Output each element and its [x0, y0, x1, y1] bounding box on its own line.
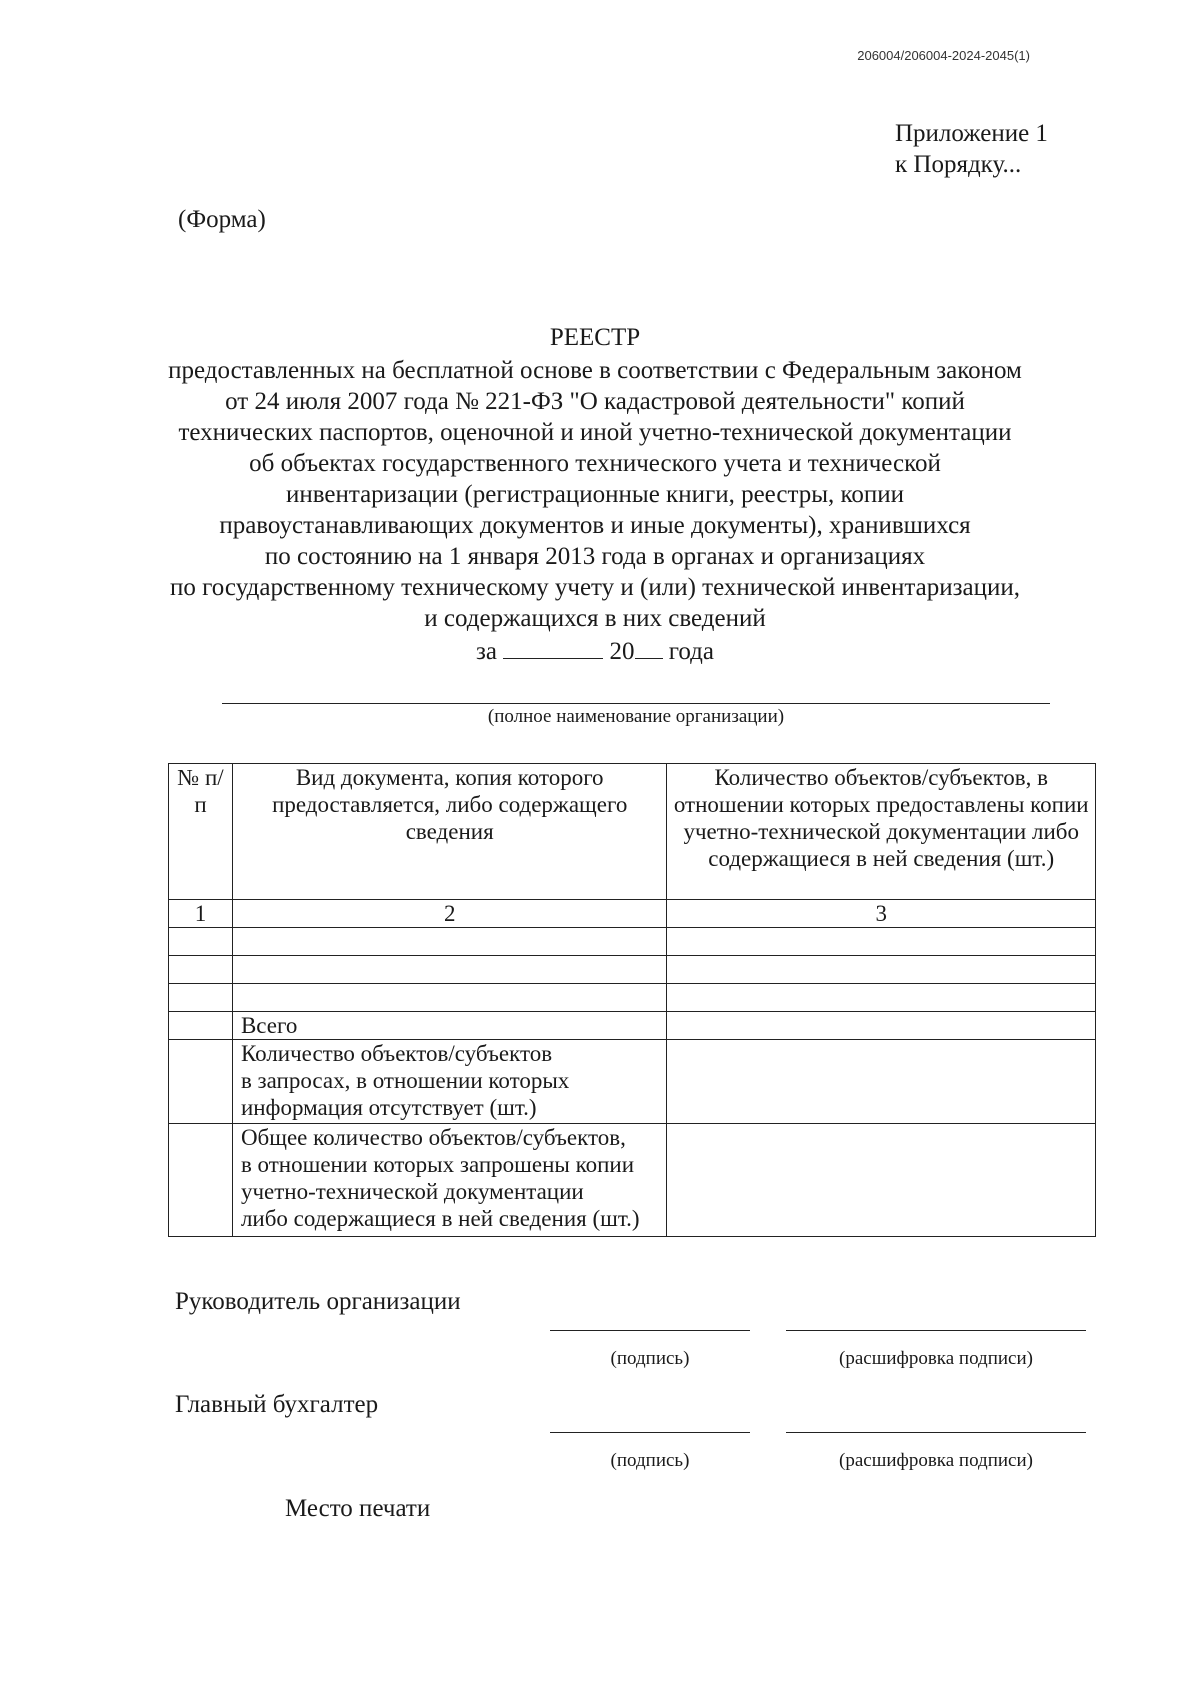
- head-decoding-caption: (расшифровка подписи): [839, 1348, 1033, 1369]
- title-line-7: по состоянию на 1 января 2013 года в органах и организациях: [264, 543, 926, 570]
- absent-info-line-3: информация отсутствует (шт.): [240, 1095, 537, 1120]
- table-cell[interactable]: [667, 984, 1096, 1012]
- accountant-signature-line[interactable]: [550, 1432, 750, 1433]
- register-title-block: [150, 322, 1040, 667]
- head-signature-caption: (подпись): [610, 1348, 690, 1369]
- total-row: [169, 1012, 1096, 1040]
- organization-caption: (полное наименование организации): [487, 706, 785, 727]
- title-line-8: по государственному техническому учету и (или) технической инвентаризации,: [170, 574, 1020, 601]
- column-number-1: 1: [169, 900, 233, 928]
- accountant-decoding-caption: (расшифровка подписи): [839, 1450, 1033, 1471]
- absent-info-line-2: в запросах, в отношении которых: [240, 1068, 570, 1093]
- period-za: за: [476, 638, 497, 665]
- title-line-1: предоставленных на бесплатной основе в соответствии с Федеральным законом: [168, 357, 1022, 384]
- title-line-4: об объектах государственного технического учета и технической: [249, 450, 941, 477]
- overall-count-value-cell[interactable]: [667, 1124, 1096, 1237]
- table-row: [169, 984, 1096, 1012]
- appendix-line-1: Приложение 1: [895, 120, 1048, 147]
- period-year-prefix: 20: [609, 638, 635, 665]
- table-cell[interactable]: [169, 956, 233, 984]
- title-line-9: и содержащихся в них сведений: [424, 605, 766, 632]
- period-line: [150, 634, 1040, 667]
- header-objects-count: Количество объектов/субъектов, в отношении которых предоставлены копии учетно-технической документации либо содержащиеся в ней сведения (шт.): [667, 764, 1096, 900]
- overall-count-row: [169, 1124, 1096, 1237]
- period-blank-field[interactable]: [503, 634, 603, 659]
- title-line-5: инвентаризации (регистрационные книги, реестры, копии: [285, 481, 905, 508]
- table-cell[interactable]: [232, 956, 667, 984]
- stamp-place-label: Место печати: [285, 1495, 431, 1522]
- overall-count-line-2: в отношении которых запрошены копии: [240, 1152, 635, 1177]
- table-cell: [169, 1040, 233, 1124]
- overall-count-line-1: Общее количество объектов/субъектов,: [240, 1125, 626, 1150]
- title-line-3: технических паспортов, оценочной и иной учетно-технической документации: [178, 419, 1012, 446]
- table-cell[interactable]: [667, 956, 1096, 984]
- chief-accountant-label: Главный бухгалтер: [175, 1391, 379, 1418]
- table-cell: [169, 1012, 233, 1040]
- column-number-3: 3: [667, 900, 1096, 928]
- table-row: [169, 956, 1096, 984]
- column-number-2: 2: [232, 900, 667, 928]
- total-label: Всего: [232, 1012, 667, 1040]
- accountant-signature-caption: (подпись): [610, 1450, 690, 1471]
- appendix-reference: [895, 118, 1048, 180]
- head-signature-line[interactable]: [550, 1330, 750, 1331]
- title-line-2: от 24 июля 2007 года № 221-ФЗ "О кадастровой деятельности" копий: [225, 388, 965, 415]
- table-row: [169, 928, 1096, 956]
- absent-info-value-cell[interactable]: [667, 1040, 1096, 1124]
- absent-info-line-1: Количество объектов/субъектов: [240, 1041, 553, 1066]
- column-numbers-row: [169, 900, 1096, 928]
- head-decoding-line[interactable]: [786, 1330, 1086, 1331]
- table-cell[interactable]: [232, 984, 667, 1012]
- year-blank-field[interactable]: [635, 634, 663, 659]
- header-number: № п/п: [169, 764, 233, 900]
- overall-count-label: [232, 1124, 667, 1237]
- absent-info-label: [232, 1040, 667, 1124]
- table-header-row: [169, 764, 1096, 900]
- organization-name-line[interactable]: [222, 703, 1050, 704]
- head-of-organization-label: Руководитель организации: [175, 1288, 461, 1315]
- total-value-cell[interactable]: [667, 1012, 1096, 1040]
- period-year-suffix: года: [668, 638, 714, 665]
- table-cell: [169, 1124, 233, 1237]
- absent-info-row: [169, 1040, 1096, 1124]
- table-cell[interactable]: [667, 928, 1096, 956]
- appendix-line-2: к Порядку...: [895, 151, 1022, 178]
- table-cell[interactable]: [232, 928, 667, 956]
- form-label: (Форма): [178, 206, 266, 233]
- document-id: 206004/206004-2024-2045(1): [857, 48, 1030, 63]
- title-line-6: правоустанавливающих документов и иные документы), хранившихся: [219, 512, 971, 539]
- table-cell[interactable]: [169, 928, 233, 956]
- accountant-decoding-line[interactable]: [786, 1432, 1086, 1433]
- register-heading: РЕЕСТР: [549, 324, 641, 351]
- register-table: [168, 763, 1096, 1237]
- overall-count-line-4: либо содержащиеся в ней сведения (шт.): [240, 1206, 640, 1231]
- table-cell[interactable]: [169, 984, 233, 1012]
- header-document-type: Вид документа, копия которого предоставляется, либо содержащего сведения: [232, 764, 667, 900]
- overall-count-line-3: учетно-технической документации: [240, 1179, 584, 1204]
